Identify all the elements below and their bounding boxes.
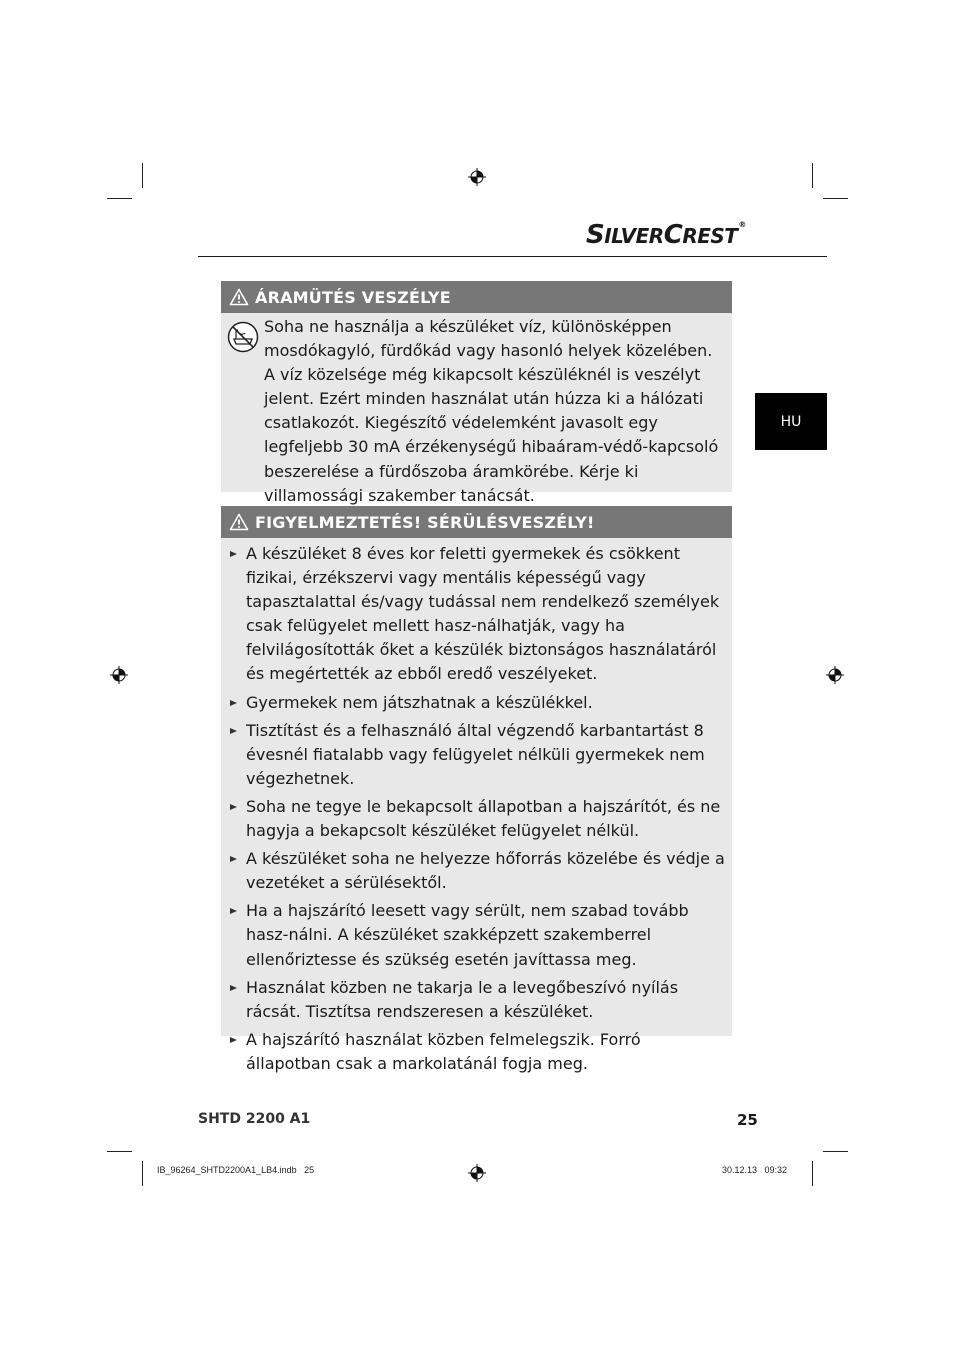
list-item: [227, 976, 727, 1024]
warning-triangle-icon: [229, 288, 249, 306]
injury-warning-box: [221, 506, 732, 1073]
list-item: [227, 1028, 727, 1076]
registration-mark-icon: [468, 1164, 486, 1182]
list-item-text: A készüléket soha ne helyezze hőforrás közelébe és védje a vezetéket a sérülésektől.: [246, 849, 725, 893]
registration-mark-icon: [110, 666, 128, 684]
electric-shock-text: Soha ne használja a készüléket víz, különösképpen mosdókagyló, fürdőkád vagy hasonló helyek közelében. A víz közelsége még kikapcsolt készüléknél is veszélyt jelent. Ezért minden használat után húzza ki a hálózati csatlakozót. Kiegészítő védelemként javasolt egy legfeljebb 30 mA érzékenységű hibaáram-védő-kapcsoló beszerelése a fürdőszoba áramkörébe. Kérje ki villamossági szakember tanácsát.: [264, 317, 719, 505]
registration-mark-icon: [826, 666, 844, 684]
warning-triangle-icon: [229, 513, 249, 531]
model-number: SHTD 2200 A1: [198, 1111, 311, 1127]
list-item: [227, 795, 727, 843]
page-number: 25: [737, 1111, 758, 1129]
bullet-arrow-icon: [230, 1037, 237, 1043]
silvercrest-logo: SILVERCREST®: [586, 220, 746, 250]
warning-title: ÁRAMÜTÉS VESZÉLYE: [255, 287, 451, 307]
list-item: [227, 691, 727, 715]
bullet-arrow-icon: [230, 908, 237, 914]
warning-title: FIGYELMEZTETÉS! SÉRÜLÉSVESZÉLY!: [255, 512, 595, 532]
registration-mark-icon: [468, 168, 486, 186]
header-rule: [198, 256, 827, 257]
bullet-arrow-icon: [230, 856, 237, 862]
bullet-arrow-icon: [230, 700, 237, 706]
list-item-text: Használat közben ne takarja le a levegőbeszívó nyílás rácsát. Tisztítsa rendszeresen a készüléket.: [246, 977, 679, 1021]
no-bathtub-icon: [227, 321, 259, 353]
bullet-arrow-icon: [230, 728, 237, 734]
bullet-arrow-icon: [230, 985, 237, 991]
list-item-text: Gyermekek nem játszhatnak a készülékkel.: [246, 692, 593, 712]
list-item: [227, 719, 727, 791]
crop-mark: [812, 163, 813, 188]
safety-list: [227, 542, 727, 1080]
print-slug-date: 30.12.13 09:32: [722, 1165, 788, 1175]
list-item: [227, 847, 727, 895]
crop-mark: [823, 1151, 848, 1152]
warning-header: [221, 506, 732, 538]
list-item: [227, 899, 727, 971]
crop-mark: [107, 1151, 132, 1152]
bullet-arrow-icon: [230, 551, 237, 557]
list-item: [227, 542, 727, 687]
crop-mark: [823, 198, 848, 199]
language-tab: [755, 393, 827, 450]
print-slug-file: IB_96264_SHTD2200A1_LB4.indb 25: [157, 1165, 315, 1175]
list-item-text: Soha ne tegye le bekapcsolt állapotban a hajszárítót, és ne hagyja a bekapcsolt készüléket felügyelet nélkül.: [246, 796, 721, 841]
crop-mark: [812, 1161, 813, 1186]
crop-mark: [142, 1161, 143, 1186]
list-item-text: Tisztítást és a felhasználó által végzendő karbantartást 8 évesnél fiatalabb vagy felügyelet nélküli gyermekek nem végezhetnek.: [246, 720, 705, 788]
list-item-text: A készüléket 8 éves kor feletti gyermekek és csökkent fizikai, érzékszervi vagy mentális képességű vagy tapasztalattal és/vagy tudással nem rendelkező személyek csak felügyelet mellett hasz-nálhatják, vagy ha felvilágosították őket a készülék biztonságos használatáról és megértették az ebből eredő veszélyeket.: [246, 544, 720, 684]
bullet-arrow-icon: [230, 804, 237, 810]
crop-mark: [107, 198, 132, 199]
electric-shock-warning-box: [221, 281, 732, 505]
warning-header: [221, 281, 732, 313]
language-tab-label: HU: [780, 413, 802, 430]
list-item-text: Ha a hajszárító leesett vagy sérült, nem szabad tovább hasz-nálni. A készüléket szakképzett szakemberrel ellenőriztesse és szükség esetén javíttassa meg.: [246, 901, 689, 969]
crop-mark: [142, 163, 143, 188]
list-item-text: A hajszárító használat közben felmelegszik. Forró állapotban csak a markolatánál fogja meg.: [246, 1029, 641, 1073]
